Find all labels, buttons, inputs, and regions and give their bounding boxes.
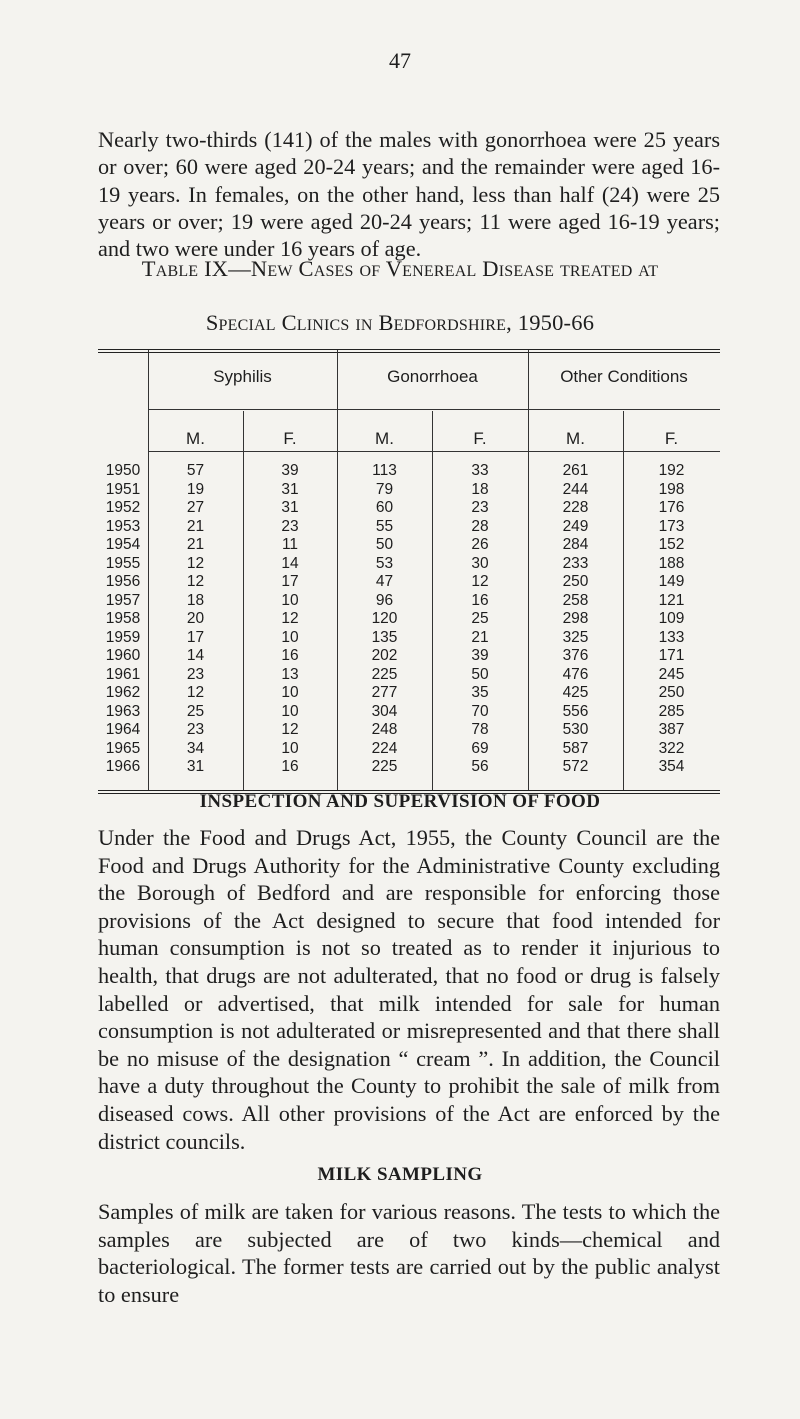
value-cell: 10: [281, 591, 299, 609]
year-cell: 1956: [105, 573, 141, 590]
value-cell: 16: [471, 591, 489, 609]
value-cell: 425: [562, 684, 589, 701]
table-row: [98, 481, 720, 500]
value-cell: 249: [562, 517, 589, 535]
value-cell: 23: [186, 721, 205, 738]
value-cell: 35: [471, 684, 489, 701]
value-cell: 258: [562, 591, 589, 609]
milk-section-paragraph: Samples of milk are taken for various reasons. The tests to which the samples are subjected are of two kinds—chemical and bacteriological. The former tests are carried out by the public analyst to ensure: [98, 1199, 720, 1307]
value-cell: 31: [281, 480, 299, 498]
value-cell: 476: [562, 665, 589, 683]
page-number: 47: [389, 48, 411, 73]
value-cell: 224: [371, 739, 398, 757]
value-cell: 202: [371, 647, 398, 664]
value-cell: 13: [281, 665, 299, 683]
value-cell: 20: [186, 610, 205, 627]
subheader-other-f: F.: [664, 429, 679, 448]
year-cell: 1966: [105, 758, 141, 775]
table-row: [98, 555, 720, 574]
year-cell: 1954: [105, 536, 141, 553]
table-row: [98, 499, 720, 518]
value-cell: 530: [562, 721, 589, 738]
value-cell: 14: [186, 647, 205, 664]
value-cell: 387: [658, 721, 685, 738]
value-cell: 109: [658, 610, 685, 627]
year-cell: 1960: [105, 647, 141, 664]
intro-paragraph: Nearly two-thirds (141) of the males with gonorrhoea were 25 years or over; 60 were aged 20-24 years; and the remainder were aged 16-19 years. In females, on the other hand, less than half (24) were 25 years or over; 19 were aged 20-24 years; 11 were aged 16-19 years; and two were under 16 years of age.: [98, 127, 720, 262]
value-cell: 285: [658, 702, 685, 720]
value-cell: 225: [371, 758, 398, 775]
value-cell: 244: [562, 480, 589, 498]
value-cell: 56: [471, 758, 489, 775]
value-cell: 53: [375, 554, 394, 572]
value-cell: 70: [471, 702, 489, 720]
value-cell: 11: [281, 536, 299, 553]
value-cell: 16: [281, 758, 299, 775]
table-row: [98, 666, 720, 685]
year-cell: 1955: [105, 554, 141, 572]
table-row: [98, 610, 720, 629]
subheader-rule: [148, 409, 720, 410]
value-cell: 10: [281, 628, 299, 646]
milk-section-heading: MILK SAMPLING: [317, 1164, 483, 1185]
table-row: [98, 721, 720, 740]
value-cell: 60: [375, 499, 394, 516]
year-cell: 1957: [105, 591, 141, 609]
food-section-heading: INSPECTION AND SUPERVISION OF FOOD: [199, 791, 601, 812]
value-cell: 12: [186, 573, 205, 590]
table-row: [98, 684, 720, 703]
table-row: [98, 518, 720, 537]
value-cell: 47: [375, 573, 394, 590]
value-cell: 245: [658, 665, 685, 683]
value-cell: 55: [375, 517, 394, 535]
value-cell: 31: [281, 499, 299, 516]
value-cell: 33: [471, 462, 489, 479]
value-cell: 298: [562, 610, 589, 627]
value-cell: 25: [471, 610, 489, 627]
year-cell: 1963: [105, 702, 141, 720]
value-cell: 121: [658, 591, 685, 609]
value-cell: 21: [186, 536, 205, 553]
value-cell: 556: [562, 702, 589, 720]
subheader-gonorrhoea-m: M.: [375, 429, 394, 448]
value-cell: 587: [562, 739, 589, 757]
table-top-rule: [98, 349, 720, 350]
value-cell: 10: [281, 702, 299, 720]
table-row: [98, 647, 720, 666]
value-cell: 25: [186, 702, 205, 720]
value-cell: 26: [471, 536, 489, 553]
table-caption-line1: Table IX—New Cases of Venereal Disease treated at: [141, 256, 659, 281]
value-cell: 149: [658, 573, 685, 590]
value-cell: 322: [658, 739, 685, 757]
value-cell: 354: [658, 758, 685, 775]
value-cell: 21: [471, 628, 489, 646]
value-cell: 12: [186, 554, 205, 572]
value-cell: 250: [658, 684, 685, 701]
value-cell: 17: [186, 628, 205, 646]
value-cell: 17: [281, 573, 299, 590]
value-cell: 325: [562, 628, 589, 646]
value-cell: 69: [471, 739, 489, 757]
value-cell: 225: [371, 665, 398, 683]
value-cell: 30: [471, 554, 489, 572]
year-cell: 1964: [105, 721, 141, 738]
value-cell: 120: [371, 610, 398, 627]
value-cell: 57: [186, 462, 205, 479]
value-cell: 39: [471, 647, 489, 664]
value-cell: 133: [658, 628, 685, 646]
subheader-syphilis-m: M.: [186, 429, 205, 448]
header-gonorrhoea: Gonorrhoea: [387, 367, 478, 386]
value-cell: 23: [471, 499, 489, 516]
value-cell: 50: [375, 536, 394, 553]
header-bottom-rule: [148, 451, 720, 452]
value-cell: 31: [186, 758, 205, 775]
value-cell: 12: [471, 573, 489, 590]
value-cell: 10: [281, 739, 299, 757]
value-cell: 572: [562, 758, 589, 775]
year-cell: 1953: [105, 517, 141, 535]
value-cell: 19: [186, 480, 205, 498]
value-cell: 96: [375, 591, 394, 609]
table-row: [98, 462, 720, 481]
year-cell: 1959: [105, 628, 141, 646]
value-cell: 171: [658, 647, 685, 664]
value-cell: 12: [186, 684, 205, 701]
value-cell: 18: [471, 480, 489, 498]
table-row: [98, 536, 720, 555]
year-cell: 1952: [105, 499, 141, 516]
value-cell: 10: [281, 684, 299, 701]
year-cell: 1951: [105, 480, 141, 498]
value-cell: 12: [281, 721, 299, 738]
table-row: [98, 592, 720, 611]
value-cell: 39: [281, 462, 299, 479]
value-cell: 14: [281, 554, 299, 572]
value-cell: 176: [658, 499, 685, 516]
table-row: [98, 703, 720, 722]
value-cell: 277: [371, 684, 398, 701]
table-row: [98, 573, 720, 592]
table-body: [98, 462, 720, 777]
value-cell: 248: [371, 721, 398, 738]
year-cell: 1958: [105, 610, 141, 627]
year-cell: 1965: [105, 739, 141, 757]
value-cell: 376: [562, 647, 589, 664]
subheader-syphilis-f: F.: [283, 429, 297, 448]
year-cell: 1950: [105, 462, 141, 479]
header-other-conditions: Other Conditions: [560, 367, 688, 386]
header-syphilis: Syphilis: [213, 367, 272, 386]
value-cell: 284: [562, 536, 589, 553]
value-cell: 18: [186, 591, 205, 609]
value-cell: 34: [186, 739, 205, 757]
value-cell: 23: [186, 665, 205, 683]
table-caption-line2: Special Clinics in Bedfordshire, 1950-66: [205, 310, 595, 335]
value-cell: 28: [471, 517, 489, 535]
value-cell: 135: [371, 628, 398, 646]
table-row: [98, 740, 720, 759]
value-cell: 152: [658, 536, 685, 553]
value-cell: 233: [562, 554, 589, 572]
value-cell: 21: [186, 517, 205, 535]
subheader-gonorrhoea-f: F.: [473, 429, 487, 448]
value-cell: 50: [471, 665, 489, 683]
value-cell: 23: [281, 517, 299, 535]
value-cell: 261: [562, 462, 589, 479]
value-cell: 250: [562, 573, 589, 590]
year-cell: 1961: [105, 665, 141, 683]
value-cell: 228: [562, 499, 589, 516]
table-row: [98, 758, 720, 777]
value-cell: 16: [281, 647, 299, 664]
value-cell: 12: [281, 610, 299, 627]
value-cell: 79: [375, 480, 394, 498]
value-cell: 304: [371, 702, 398, 720]
value-cell: 27: [186, 499, 205, 516]
value-cell: 188: [658, 554, 685, 572]
value-cell: 198: [658, 480, 685, 498]
table-row: [98, 629, 720, 648]
value-cell: 113: [372, 462, 397, 479]
year-cell: 1962: [105, 684, 141, 701]
value-cell: 78: [471, 721, 489, 738]
table-top-rule-2: [98, 352, 720, 353]
value-cell: 173: [658, 517, 685, 535]
value-cell: 192: [658, 462, 685, 479]
subheader-other-m: M.: [566, 429, 585, 448]
food-section-paragraph: Under the Food and Drugs Act, 1955, the County Council are the Food and Drugs Authority for the Administrative County excluding the Borough of Bedford and are responsible for enforcing those provisions of the Act designed to secure that food intended for human consumption is not so treated as to render it injurious to health, that drugs are not adulterated, that no food or drug is falsely labelled or advertised, that milk intended for sale for human consumption is not adulterated or misrepresented and that there shall be no misuse of the designation “ cream ”. In addition, the Council have a duty throughout the County to prohibit the sale of milk from diseased cows. All other provisions of the Act are enforced by the district councils.: [98, 825, 720, 1154]
